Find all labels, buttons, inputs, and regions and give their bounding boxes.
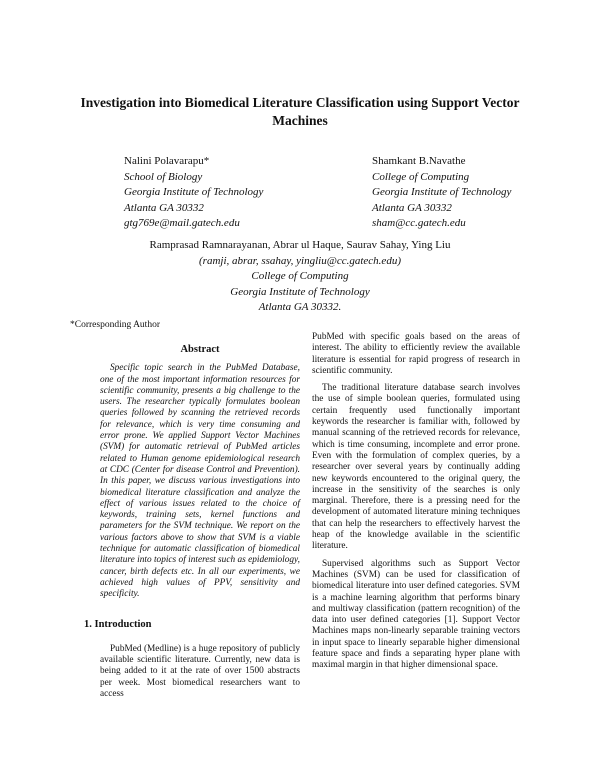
author-dept: School of Biology bbox=[124, 170, 203, 183]
corresponding-author-note: *Corresponding Author bbox=[70, 320, 160, 330]
group-author-names: Ramprasad Ramnarayanan, Abrar ul Haque, Saurav Sahay, Ying Liu bbox=[149, 239, 451, 251]
group-author-city: Atlanta GA 30332. bbox=[258, 301, 342, 313]
abstract-body: Specific topic search in the PubMed Database, one of the most important information resources for scientific community, presents a big challenge to the users. The researcher typically formulates boolean queries followed by scanning the retrieved records for relevance, which is very time consuming and error prone. We applied Support Vector Machines (SVM) for automatic retrieval of PubMed articles related to Human genome epidemiological research at CDC (Center for disease Control and Prevention). In this paper, we discuss various investigations into biomedical literature classification and analyze the effect of various issues related to the choice of keywords, training sets, kernel functions and parameters for the SVM technique. We report on the various factors above to show that SVM is a viable technique for automatic classification of biomedical literature into topics of interest such as epidemiology, cancer, birth defects etc. In all our experiments, we achieved high values of PPV, sensitivity and specificity. bbox=[100, 363, 300, 600]
introduction-heading: 1. Introduction bbox=[84, 618, 152, 630]
author-name: Nalini Polavarapu* bbox=[124, 155, 210, 167]
author-name: Shamkant B.Navathe bbox=[372, 155, 466, 167]
author-block-left bbox=[124, 154, 263, 232]
author-city: Atlanta GA 30332 bbox=[372, 201, 452, 214]
introduction-paragraph: PubMed (Medline) is a huge repository of publicly available scientific literature. Currently, new data is being added to it at the rate of over 1500 abstracts per week. Most biomedical researchers want to access bbox=[100, 643, 300, 700]
author-group bbox=[120, 238, 480, 316]
right-paragraph-3: Supervised algorithms such as Support Vector Machines (SVM) can be used for classification of biomedical literature into user defined categories. SVM is a machine learning algorithm that performs binary and multiway classification (pattern recognition) of the data into user defined categories [1]. Support Vector Machines maps non-linearly separable training vectors in input space to linearly separable higher dimensional feature space and finds a separating hyper plane with maximal margin in that higher dimensional space. bbox=[312, 558, 520, 671]
group-author-emails: (ramji, abrar, ssahay, yingliu@cc.gatech.edu) bbox=[199, 254, 401, 267]
right-column bbox=[312, 332, 520, 672]
author-block-right bbox=[372, 154, 511, 232]
abstract-heading: Abstract bbox=[180, 344, 220, 355]
author-institution: Georgia Institute of Technology bbox=[124, 186, 264, 198]
right-paragraph-1: PubMed with specific goals based on the areas of interest. The ability to efficiently review the available literature is essential for rapid progress of research in scientific community. bbox=[312, 332, 520, 376]
left-column bbox=[84, 342, 300, 700]
author-city: Atlanta GA 30332 bbox=[124, 201, 204, 214]
author-email: sham@cc.gatech.edu bbox=[372, 217, 466, 229]
group-author-dept: College of Computing bbox=[251, 270, 349, 282]
paper-title: Investigation into Biomedical Literature Classification using Support Vector Machines bbox=[80, 95, 520, 128]
group-author-institution: Georgia Institute of Technology bbox=[230, 285, 370, 298]
author-institution: Georgia Institute of Technology bbox=[372, 186, 512, 198]
right-paragraph-2: The traditional literature database search involves the use of simple boolean queries, formulated using certain frequently used functionally important keywords the researcher is familiar with, followed by manual scanning of the retrieved records for relevance, which is time consuming, incomplete and error prone. Even with the formulation of complex queries, by a researcher over several years by continually adding new keywords encountered to the original query, the increase in the sensitivity of the searches is only marginal. Therefore, there is a pressing need for the development of automated literature mining techniques that can help the researchers to effectively harvest the heap of the knowledge available in the scientific literature. bbox=[312, 383, 520, 552]
author-email: gtg769e@mail.gatech.edu bbox=[124, 217, 240, 229]
author-dept: College of Computing bbox=[372, 170, 470, 183]
